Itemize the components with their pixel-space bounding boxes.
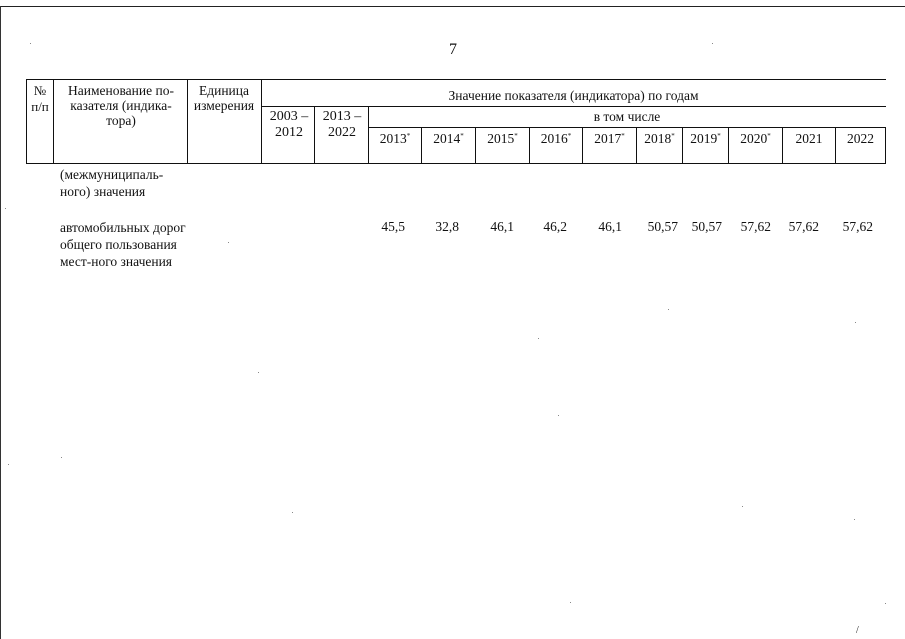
value-2020: 57,62 bbox=[740, 219, 771, 234]
value-2015: 46,1 bbox=[490, 219, 514, 234]
year-header-2013: 2013* bbox=[379, 131, 411, 146]
scan-speck bbox=[292, 512, 293, 513]
scan-speck bbox=[570, 602, 571, 603]
scan-speck bbox=[228, 242, 229, 243]
year-header-2018: 2018* bbox=[644, 131, 675, 146]
vline-right bbox=[885, 127, 886, 164]
year-header-2022: 2022 bbox=[847, 131, 874, 146]
page-top-rule bbox=[0, 6, 905, 7]
scan-speck bbox=[855, 322, 856, 323]
scan-mark: / bbox=[856, 625, 859, 636]
year-header-2016: 2016* bbox=[540, 131, 572, 146]
value-2022: 57,62 bbox=[842, 219, 873, 234]
header-subgroup: в том числе bbox=[593, 109, 661, 124]
year-header-2014: 2014* bbox=[433, 131, 464, 146]
value-2014: 32,8 bbox=[435, 219, 459, 234]
year-header-2015: 2015* bbox=[487, 131, 518, 146]
page-left-rule bbox=[0, 6, 1, 639]
year-header-2017: 2017* bbox=[594, 131, 625, 146]
header-period-2013-2022: 2013 – 2022 bbox=[322, 109, 362, 140]
scan-speck bbox=[668, 309, 669, 310]
year-header-2021: 2021 bbox=[795, 131, 823, 146]
scan-speck bbox=[712, 43, 713, 44]
header-period-2003-2012: 2003 – 2012 bbox=[269, 109, 309, 140]
row-name: автомобильных дорог общего пользования мест-ного значения bbox=[60, 220, 186, 269]
vline-num bbox=[53, 79, 54, 164]
header-rule-values bbox=[261, 106, 886, 107]
value-2016: 46,2 bbox=[543, 219, 567, 234]
vline-left bbox=[26, 79, 27, 164]
scan-speck bbox=[885, 603, 886, 604]
header-number: № п/п bbox=[31, 83, 49, 114]
scan-speck bbox=[30, 43, 31, 44]
scan-speck bbox=[61, 457, 62, 458]
header-values: Значение показателя (индикатора) по годам bbox=[448, 88, 699, 103]
header-rule-subgroup bbox=[368, 127, 886, 128]
scan-speck bbox=[538, 338, 539, 339]
header-bottom-border bbox=[26, 163, 886, 164]
header-name: Наименование по-казателя (индика-тора) bbox=[68, 83, 174, 128]
table-top-border bbox=[26, 79, 886, 80]
scan-speck bbox=[854, 519, 855, 520]
header-unit: Единица измерения bbox=[193, 83, 255, 113]
year-header-2020: 2020* bbox=[740, 131, 771, 146]
value-2017: 46,1 bbox=[598, 219, 622, 234]
value-2021: 57,62 bbox=[788, 219, 819, 234]
scan-speck bbox=[742, 506, 743, 507]
scan-speck bbox=[5, 208, 6, 209]
scan-speck bbox=[258, 372, 259, 373]
year-header-2019: 2019* bbox=[690, 131, 721, 146]
value-2019: 50,57 bbox=[691, 219, 722, 234]
value-2018: 50,57 bbox=[647, 219, 678, 234]
scan-speck bbox=[8, 464, 9, 465]
value-2013: 45,5 bbox=[381, 219, 405, 234]
page-number: 7 bbox=[449, 41, 457, 58]
continuation-text: (межмуниципаль-ного) значения bbox=[60, 167, 164, 199]
vline-period-a bbox=[314, 106, 315, 164]
scan-speck bbox=[558, 415, 559, 416]
